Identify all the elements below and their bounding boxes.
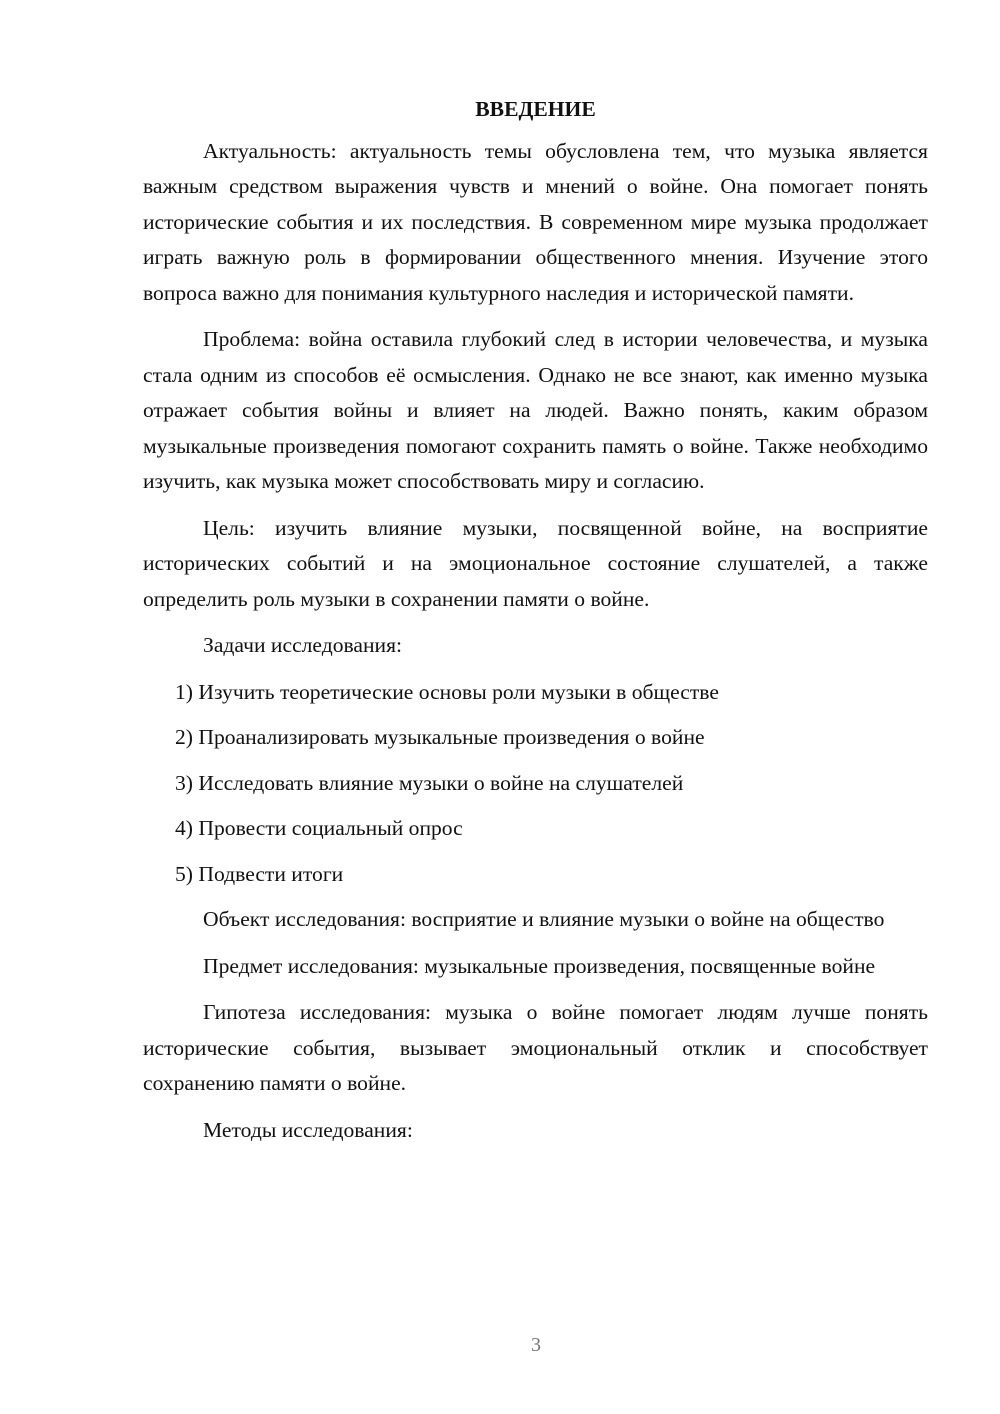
methods-heading: Методы исследования: — [203, 1117, 413, 1142]
page-number: 3 — [531, 1334, 541, 1356]
task-item: 2) Проанализировать музыкальные произведения о войне — [175, 725, 705, 749]
tasks-list — [143, 675, 928, 893]
task-item: 4) Провести социальный опрос — [175, 816, 463, 840]
subject-paragraph: Предмет исследования: музыкальные произведения, посвященные войне — [203, 953, 876, 978]
object-paragraph: Объект исследования: восприятие и влияние музыки о войне на общество — [203, 907, 885, 931]
task-item: 1) Изучить теоретические основы роли музыки в обществе — [175, 679, 719, 704]
task-item: 5) Подвести итоги — [175, 861, 344, 886]
relevance-paragraph: Актуальность: актуальность темы обусловлена тем, что музыка является важным средством выражения чувств и мнений о войне. Она помогает понять исторические события и их последствия. В современном мире музыка продолжает играть важную роль в формировании общественного мнения. Изучение этого вопроса важно для понимания культурного наследия и исторической памяти. — [143, 138, 928, 305]
hypothesis-paragraph: Гипотеза исследования: музыка о войне помогает людям лучше понять исторические события, вызывает эмоциональный отклик и способствует сохранению памяти о войне. — [143, 1000, 928, 1095]
task-item: 3) Исследовать влияние музыки о войне на слушателей — [175, 770, 684, 795]
page-content — [143, 92, 928, 1159]
goal-paragraph: Цель: изучить влияние музыки, посвященной войне, на восприятие исторических событий и на эмоциональное состояние слушателей, а также определить роль музыки в сохранении памяти о войне. — [143, 515, 928, 611]
page-title: ВВЕДЕНИЕ — [475, 97, 596, 121]
tasks-heading: Задачи исследования: — [203, 633, 403, 657]
problem-paragraph: Проблема: война оставила глубокий след в истории человечества, и музыка стала одним из способов её осмысления. Однако не все знают, как именно музыка отражает события войны и влияет на людей. Важно понять, каким образом музыкальные произведения помогают сохранить память о войне. Также необходимо изучить, как музыка может способствовать миру и согласию. — [143, 327, 928, 493]
